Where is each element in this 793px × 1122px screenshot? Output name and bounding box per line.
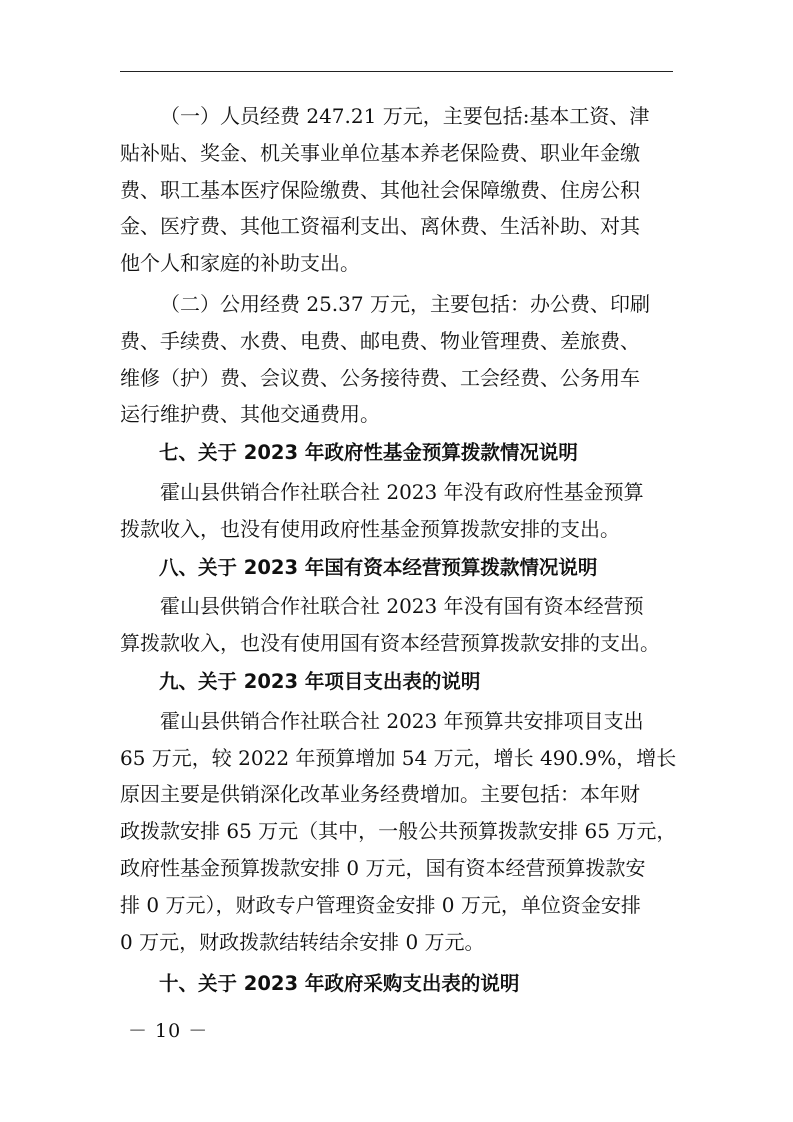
- paragraph-personnel-expenses: （一）人员经费 247.21 万元，主要包括:基本工资、津 贴补贴、奖金、机关事业单位基本养老保险费、职业年金缴 费、职工基本医疗保险缴费、其他社会保障缴费、住房公积 金、医疗费、其他工资福利支出、离休费、生活补助、对其 他个人和家庭的补助支出。: [120, 104, 650, 276]
- page-number: － 10 －: [128, 1020, 209, 1042]
- section-heading-8: 八、关于 2023 年国有资本经营预算拨款情况说明: [159, 555, 598, 579]
- section-heading-10: 十、关于 2023 年政府采购支出表的说明: [159, 972, 520, 996]
- document-body: [120, 98, 680, 1003]
- section-heading-7: 七、关于 2023 年政府性基金预算拨款情况说明: [159, 441, 578, 465]
- paragraph-section-8: 霍山县供销合作社联合社 2023 年没有国有资本经营预 算拨款收入，也没有使用国有资本经营预算拨款安排的支出。: [120, 594, 660, 656]
- paragraph-public-expenses: （二）公用经费 25.37 万元，主要包括：办公费、印刷 费、手续费、水费、电费、邮电费、物业管理费、差旅费、 维修（护）费、会议费、公务接待费、工会经费、公务用车 运行维护费、其他交通费用。: [120, 291, 650, 427]
- section-heading-9: 九、关于 2023 年项目支出表的说明: [159, 669, 481, 693]
- header-rule: [120, 71, 673, 72]
- paragraph-section-7: 霍山县供销合作社联合社 2023 年没有政府性基金预算 拨款收入，也没有使用政府性基金预算拨款安排的支出。: [120, 479, 644, 541]
- paragraph-section-9: 霍山县供销合作社联合社 2023 年预算共安排项目支出 65 万元，较 2022 年预算增加 54 万元，增长 490.9%，增长 原因主要是供销深化改革业务经费增加。主要包括：本年财 政拨款安排 65 万元（其中，一般公共预算拨款安排 65 万元， 政府性基金预算拨款安排 0 万元，国有资本经营预算拨款安 排 0 万元），财政专户管理资金安排 0 万元，单位资金安排 0 万元，财政拨款结转结余安排 0 万元。: [120, 708, 677, 954]
